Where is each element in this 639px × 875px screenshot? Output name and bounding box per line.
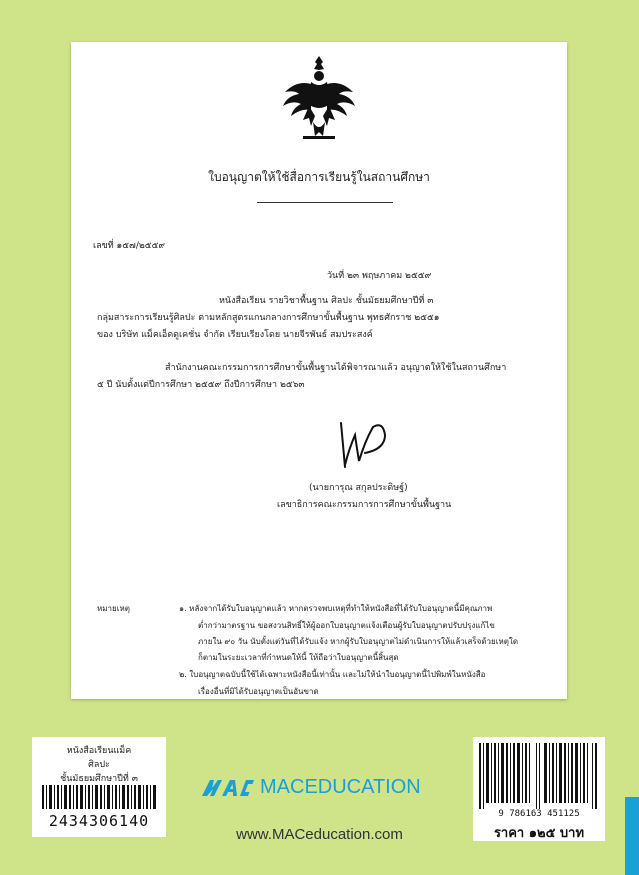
document-title: ใบอนุญาตให้ใช้สื่อการเรียนรู้ในสถานศึกษา xyxy=(208,170,430,184)
body-line-2: กลุ่มสาระการเรียนรู้ศิลปะ ตามหลักสูตรแกนกลางการศึกษาขั้นพื้นฐาน พุทธศักราช ๒๕๕๑ xyxy=(97,313,440,323)
document-number: เลขที่ ๑๕๗/๒๕๕๙ xyxy=(93,241,166,251)
barcode-icon xyxy=(42,785,156,809)
signature-icon xyxy=(329,417,393,473)
document-date: วันที่ ๒๓ พฤษภาคม ๒๕๕๙ xyxy=(327,271,432,281)
price-label: ราคา ๑๒๕ บาท xyxy=(493,826,585,841)
label-barcode-number: 2434306140 xyxy=(48,812,150,830)
label-line: ชั้นมัธยมศึกษาปีที่ ๓ xyxy=(60,774,138,784)
license-document xyxy=(71,42,567,699)
note-line: ก็ตามในระยะเวลาที่กำหนดให้นี้ ให้ถือว่าใบอนุญาตนี้สิ้นสุด xyxy=(198,653,399,662)
note-line: เรื่องอื่นที่มิได้รับอนุญาตเป็นอันขาด xyxy=(198,687,319,696)
label-line: หนังสือเรียนแม็ค xyxy=(66,746,132,756)
side-accent-tab xyxy=(625,797,639,875)
note-line: ภายใน ๙๐ วัน นับตั้งแต่วันที่ได้รับแจ้ง หากผู้รับใบอนุญาตไม่ดำเนินการให้แล้วเสร็จด้วยเหตุใด xyxy=(198,637,519,646)
note-line: ๑. หลังจากได้รับใบอนุญาตแล้ว หากตรวจพบเหตุที่ทำให้หนังสือที่ได้รับใบอนุญาตนี้มีคุณภาพ xyxy=(179,604,493,613)
isbn-card xyxy=(473,737,605,841)
mac-logo-icon xyxy=(200,776,254,798)
title-underline xyxy=(257,202,393,203)
approval-line-2: ๕ ปี นับตั้งแต่ปีการศึกษา ๒๕๕๙ ถึงปีการศึกษา ๒๕๖๓ xyxy=(97,380,305,390)
website-url: www.MACeducation.com xyxy=(236,826,403,843)
book-label-card xyxy=(32,737,166,837)
isbn-barcode-icon xyxy=(479,743,599,809)
brand xyxy=(200,774,440,800)
label-line: ศิลปะ xyxy=(88,760,110,770)
approval-line-1: สำนักงานคณะกรรมการการศึกษาขั้นพื้นฐานได้พิจารณาแล้ว อนุญาตให้ใช้ในสถานศึกษา xyxy=(165,363,507,373)
body-line-1: หนังสือเรียน รายวิชาพื้นฐาน ศิลปะ ชั้นมัธยมศึกษาปีที่ ๓ xyxy=(219,296,434,306)
note-line: ๒. ใบอนุญาตฉบับนี้ใช้ได้เฉพาะหนังสือนี้เท่านั้น และไม่ให้นำใบอนุญาตนี้ไปพิมพ์ในหนังสือ xyxy=(179,670,486,679)
garuda-emblem-icon xyxy=(281,52,357,144)
signer-name: (นายการุณ สกุลประดิษฐ์) xyxy=(309,483,408,493)
signer-title: เลขาธิการคณะกรรมการการศึกษาขั้นพื้นฐาน xyxy=(277,500,452,510)
brand-name: MACEDUCATION xyxy=(260,776,421,798)
note-line: ต่ำกว่ามาตรฐาน ขอสงวนสิทธิ์ให้ผู้ออกใบอนุญาตแจ้งเตือนผู้รับใบอนุญาตปรับปรุงแก้ไข xyxy=(198,621,495,630)
isbn-number: 9 786163 451125 xyxy=(498,809,580,819)
notes-label: หมายเหตุ xyxy=(97,604,130,613)
body-line-3: ของ บริษัท แม็คเอ็ดดูเคชั่น จำกัด เรียบเรียงโดย นายจีรพันธ์ สมประสงค์ xyxy=(97,330,373,340)
